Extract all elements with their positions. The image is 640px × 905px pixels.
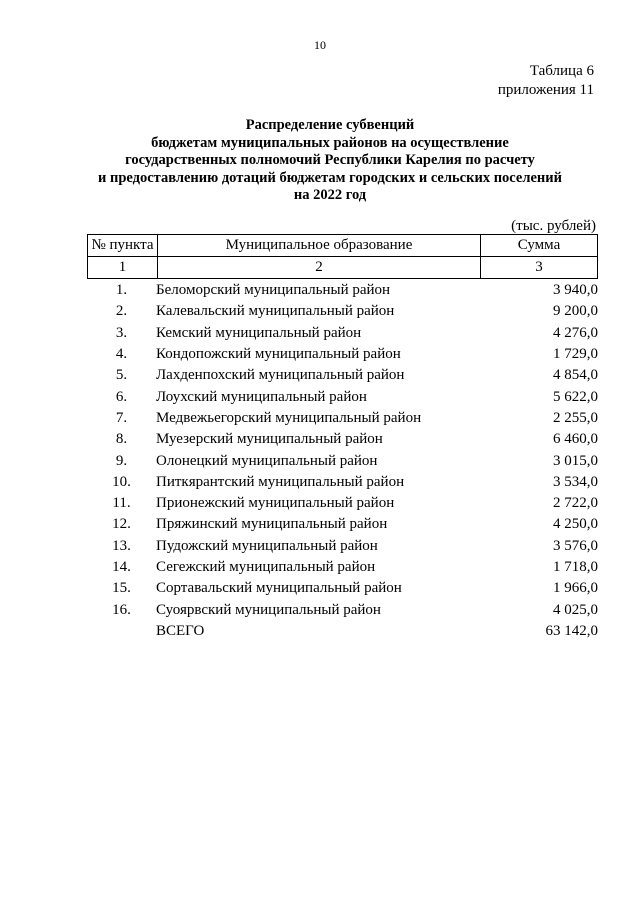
row-municipality: Лоухский муниципальный район bbox=[156, 388, 367, 405]
row-sum: 2 255,0 bbox=[553, 409, 598, 426]
table-row bbox=[87, 472, 598, 493]
table-row bbox=[87, 599, 598, 620]
row-sum: 5 622,0 bbox=[553, 388, 598, 405]
row-municipality: Муезерский муниципальный район bbox=[156, 431, 383, 448]
row-sum: 2 722,0 bbox=[553, 495, 598, 512]
table-reference-line2: приложения 11 bbox=[497, 82, 594, 98]
table-header bbox=[87, 234, 598, 279]
row-number: 11. bbox=[112, 495, 131, 512]
row-municipality: Пряжинский муниципальный район bbox=[156, 516, 388, 533]
table-row bbox=[87, 344, 598, 365]
row-municipality: Медвежьегорский муниципальный район bbox=[156, 409, 422, 426]
table-row bbox=[87, 323, 598, 344]
table-reference bbox=[498, 62, 594, 100]
header-cell-sum: Сумма bbox=[481, 235, 598, 257]
row-sum: 1 718,0 bbox=[553, 559, 598, 575]
table-reference-line1: Таблица 6 bbox=[529, 63, 594, 79]
units-label: (тыс. рублей) bbox=[511, 218, 596, 234]
row-sum: 4 276,0 bbox=[553, 324, 598, 341]
table-row bbox=[87, 280, 598, 301]
row-municipality: Сегежский муниципальный район bbox=[156, 559, 376, 575]
row-sum: 4 854,0 bbox=[553, 367, 598, 384]
table-row bbox=[87, 365, 598, 386]
row-number: 10. bbox=[112, 473, 131, 490]
column-number-cell: 1 bbox=[88, 257, 158, 279]
row-number: 12. bbox=[112, 516, 131, 533]
table-row bbox=[87, 450, 598, 471]
row-sum: 3 534,0 bbox=[553, 473, 598, 490]
title-line: Распределение субвенций bbox=[245, 117, 415, 133]
row-number: 8. bbox=[115, 431, 128, 448]
row-municipality: Сортавальский муниципальный район bbox=[156, 580, 402, 597]
row-municipality: Кемский муниципальный район bbox=[156, 324, 362, 341]
column-number-cell: 3 bbox=[481, 257, 598, 279]
row-number: 2. bbox=[115, 303, 128, 320]
row-municipality: Беломорский муниципальный район bbox=[156, 282, 391, 299]
table-row bbox=[87, 386, 598, 407]
row-municipality: Пудожский муниципальный район bbox=[156, 537, 378, 554]
table-row bbox=[87, 578, 598, 599]
row-municipality: Олонецкий муниципальный район bbox=[156, 452, 378, 469]
row-sum: 4 025,0 bbox=[553, 601, 598, 618]
row-number: 6. bbox=[115, 388, 128, 405]
row-number: 15. bbox=[112, 580, 131, 597]
row-sum: 1 729,0 bbox=[553, 346, 598, 363]
row-municipality: Калевальский муниципальный район bbox=[156, 303, 395, 320]
table-row bbox=[87, 536, 598, 557]
row-sum: 9 200,0 bbox=[553, 303, 598, 320]
row-sum: 3 940,0 bbox=[553, 282, 598, 299]
row-number: 7. bbox=[115, 409, 128, 426]
title-line: и предоставлению дотаций бюджетам городских и сельских поселений bbox=[98, 169, 562, 186]
column-number-cell: 2 bbox=[158, 257, 481, 279]
row-number: 9. bbox=[115, 452, 128, 469]
table-row bbox=[87, 557, 598, 578]
title-line: бюджетам муниципальных районов на осуществление bbox=[151, 134, 509, 151]
row-municipality: Суоярвский муниципальный район bbox=[156, 601, 381, 618]
table-row bbox=[87, 429, 598, 450]
row-number: 1. bbox=[115, 282, 128, 299]
row-municipality: Питкярантский муниципальный район bbox=[156, 473, 405, 490]
row-number: 16. bbox=[112, 601, 131, 618]
row-number: 14. bbox=[112, 559, 131, 575]
title-line: государственных полномочий Республики Карелия по расчету bbox=[125, 152, 535, 168]
row-sum: 6 460,0 bbox=[553, 431, 598, 448]
table-body bbox=[87, 280, 598, 642]
row-number: 3. bbox=[115, 324, 128, 341]
total-sum: 63 142,0 bbox=[545, 622, 598, 639]
table-row bbox=[87, 514, 598, 535]
row-sum: 3 576,0 bbox=[553, 537, 598, 554]
header-cell-number: № пункта bbox=[88, 235, 158, 257]
table-row bbox=[87, 301, 598, 322]
header-cell-municipality: Муниципальное образование bbox=[158, 235, 481, 257]
total-row bbox=[87, 621, 598, 642]
row-municipality: Лахденпохский муниципальный район bbox=[156, 367, 405, 384]
document-title bbox=[60, 117, 600, 205]
row-municipality: Прионежский муниципальный район bbox=[156, 495, 395, 512]
page-number: 10 bbox=[314, 38, 326, 52]
title-line: на 2022 год bbox=[293, 187, 367, 203]
row-number: 4. bbox=[115, 346, 128, 363]
row-municipality: Кондопожский муниципальный район bbox=[156, 346, 401, 363]
column-number-row bbox=[88, 257, 598, 279]
total-empty-cell bbox=[87, 621, 156, 642]
total-label: ВСЕГО bbox=[156, 622, 205, 639]
row-number: 5. bbox=[115, 367, 128, 384]
row-sum: 3 015,0 bbox=[553, 452, 598, 469]
table-row bbox=[87, 408, 598, 429]
table-row bbox=[87, 493, 598, 514]
row-number: 13. bbox=[112, 537, 131, 554]
row-sum: 1 966,0 bbox=[553, 580, 598, 597]
row-sum: 4 250,0 bbox=[553, 516, 598, 533]
header-row bbox=[88, 235, 598, 257]
